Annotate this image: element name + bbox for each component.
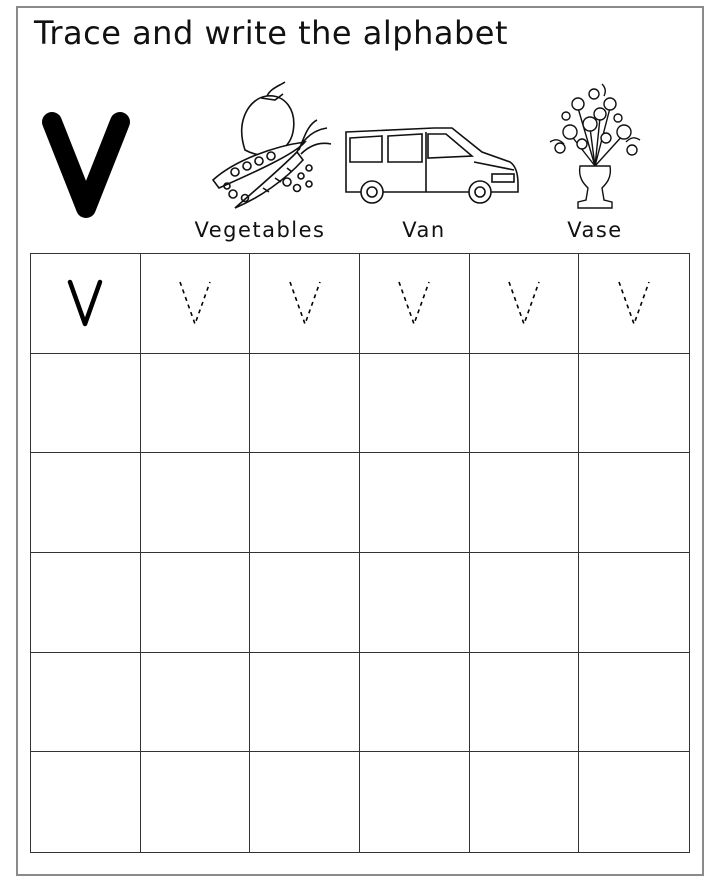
writing-cell[interactable] — [579, 354, 689, 454]
writing-cell[interactable] — [141, 354, 251, 454]
tracing-cell-dashed[interactable] — [360, 254, 470, 354]
writing-cell[interactable] — [360, 653, 470, 753]
dashed-letter-v — [285, 278, 325, 328]
writing-cell[interactable] — [31, 553, 141, 653]
writing-cell[interactable] — [250, 453, 360, 553]
writing-cell[interactable] — [579, 653, 689, 753]
writing-cell[interactable] — [250, 752, 360, 852]
vase-picture — [540, 78, 650, 214]
tracing-cell-dashed[interactable] — [141, 254, 251, 354]
writing-cell[interactable] — [470, 653, 580, 753]
writing-cell[interactable] — [360, 553, 470, 653]
writing-cell[interactable] — [470, 553, 580, 653]
tracing-cell-dashed[interactable] — [579, 254, 689, 354]
writing-cell[interactable] — [579, 553, 689, 653]
writing-cell[interactable] — [579, 453, 689, 553]
writing-cell[interactable] — [31, 453, 141, 553]
tracing-grid — [30, 253, 690, 853]
writing-cell[interactable] — [31, 354, 141, 454]
writing-cell[interactable] — [470, 453, 580, 553]
dashed-letter-v — [394, 278, 434, 328]
worksheet-title: Trace and write the alphabet — [34, 14, 508, 52]
writing-cell[interactable] — [250, 653, 360, 753]
tracing-cell-solid[interactable] — [31, 254, 141, 354]
writing-cell[interactable] — [470, 752, 580, 852]
writing-cell[interactable] — [579, 752, 689, 852]
tracing-cell-dashed[interactable] — [470, 254, 580, 354]
writing-cell[interactable] — [141, 553, 251, 653]
picture-label-vegetables: Vegetables — [194, 218, 326, 242]
tracing-cell-dashed[interactable] — [250, 254, 360, 354]
van-picture — [342, 122, 520, 206]
writing-cell[interactable] — [360, 752, 470, 852]
big-letter-v — [38, 108, 134, 220]
solid-letter-v — [65, 278, 105, 328]
vegetables-picture — [205, 80, 335, 220]
writing-cell[interactable] — [31, 653, 141, 753]
writing-cell[interactable] — [360, 453, 470, 553]
writing-cell[interactable] — [141, 453, 251, 553]
picture-label-vase: Vase — [567, 218, 623, 242]
writing-cell[interactable] — [250, 553, 360, 653]
dashed-letter-v — [175, 278, 215, 328]
dashed-letter-v — [504, 278, 544, 328]
writing-cell[interactable] — [141, 653, 251, 753]
writing-cell[interactable] — [141, 752, 251, 852]
picture-label-van: Van — [402, 218, 446, 242]
writing-cell[interactable] — [250, 354, 360, 454]
writing-cell[interactable] — [31, 752, 141, 852]
writing-cell[interactable] — [360, 354, 470, 454]
writing-cell[interactable] — [470, 354, 580, 454]
dashed-letter-v — [614, 278, 654, 328]
